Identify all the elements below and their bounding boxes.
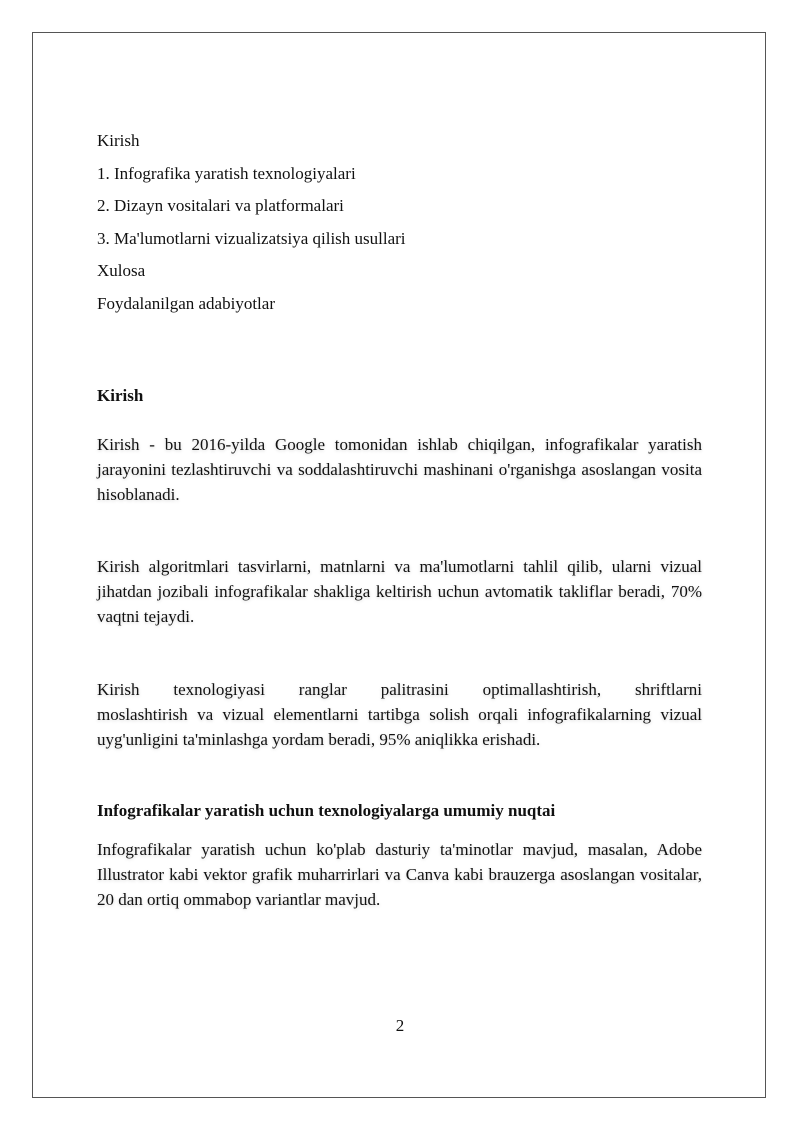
intro-paragraph-3 <box>97 677 702 752</box>
toc-item-conclusion: Xulosa <box>97 261 146 280</box>
toc-item-intro: Kirish <box>97 131 140 150</box>
intro-paragraph-3-rest: moslashtirish va vizual elementlarni tartibga solish orqali infografikalarning vizual uyg'unligini ta'minlashga yordam beradi, 95% aniqlikka erishadi. <box>97 705 702 749</box>
document-body <box>97 128 702 912</box>
overview-heading: Infografikalar yaratish uchun texnologiyalarga umumiy nuqtai <box>97 801 556 820</box>
toc-item-chapter-3: 3. Ma'lumotlarni vizualizatsiya qilish usullari <box>97 228 406 248</box>
intro-paragraph-2: Kirish algoritmlari tasvirlarni, matnlarni va ma'lumotlarni tahlil qilib, ularni vizual jihatdan jozibali infografikalar shakliga keltirish uchun avtomatik takliflar beradi, 70% vaqtni tejaydi. <box>97 557 702 626</box>
table-of-contents <box>97 128 702 323</box>
overview-paragraph: Infografikalar yaratish uchun ko'plab dasturiy ta'minotlar mavjud, masalan, Adobe Illustrator kabi vektor grafik muharrirlari va Canva kabi brauzerga asoslangan vositalar, 20 dan ortiq ommabop variantlar mavjud. <box>97 840 702 909</box>
toc-item-chapter-2: 2. Dizayn vositalari va platformalari <box>97 196 344 215</box>
intro-paragraph-3-line-1: Kirish texnologiyasi ranglar palitrasini optimallashtirish, shriftlarni <box>97 680 702 699</box>
intro-heading: Kirish <box>97 386 144 405</box>
page-number: 2 <box>395 1016 405 1035</box>
intro-paragraph-1: Kirish - bu 2016-yilda Google tomonidan ishlab chiqilgan, infografikalar yaratish jarayonini tezlashtiruvchi va soddalashtiruvchi mashinani o'rganishga asoslangan vosita hisoblanadi. <box>97 435 702 504</box>
toc-item-references: Foydalanilgan adabiyotlar <box>97 293 275 313</box>
toc-item-chapter-1: 1. Infografika yaratish texnologiyalari <box>97 163 356 183</box>
